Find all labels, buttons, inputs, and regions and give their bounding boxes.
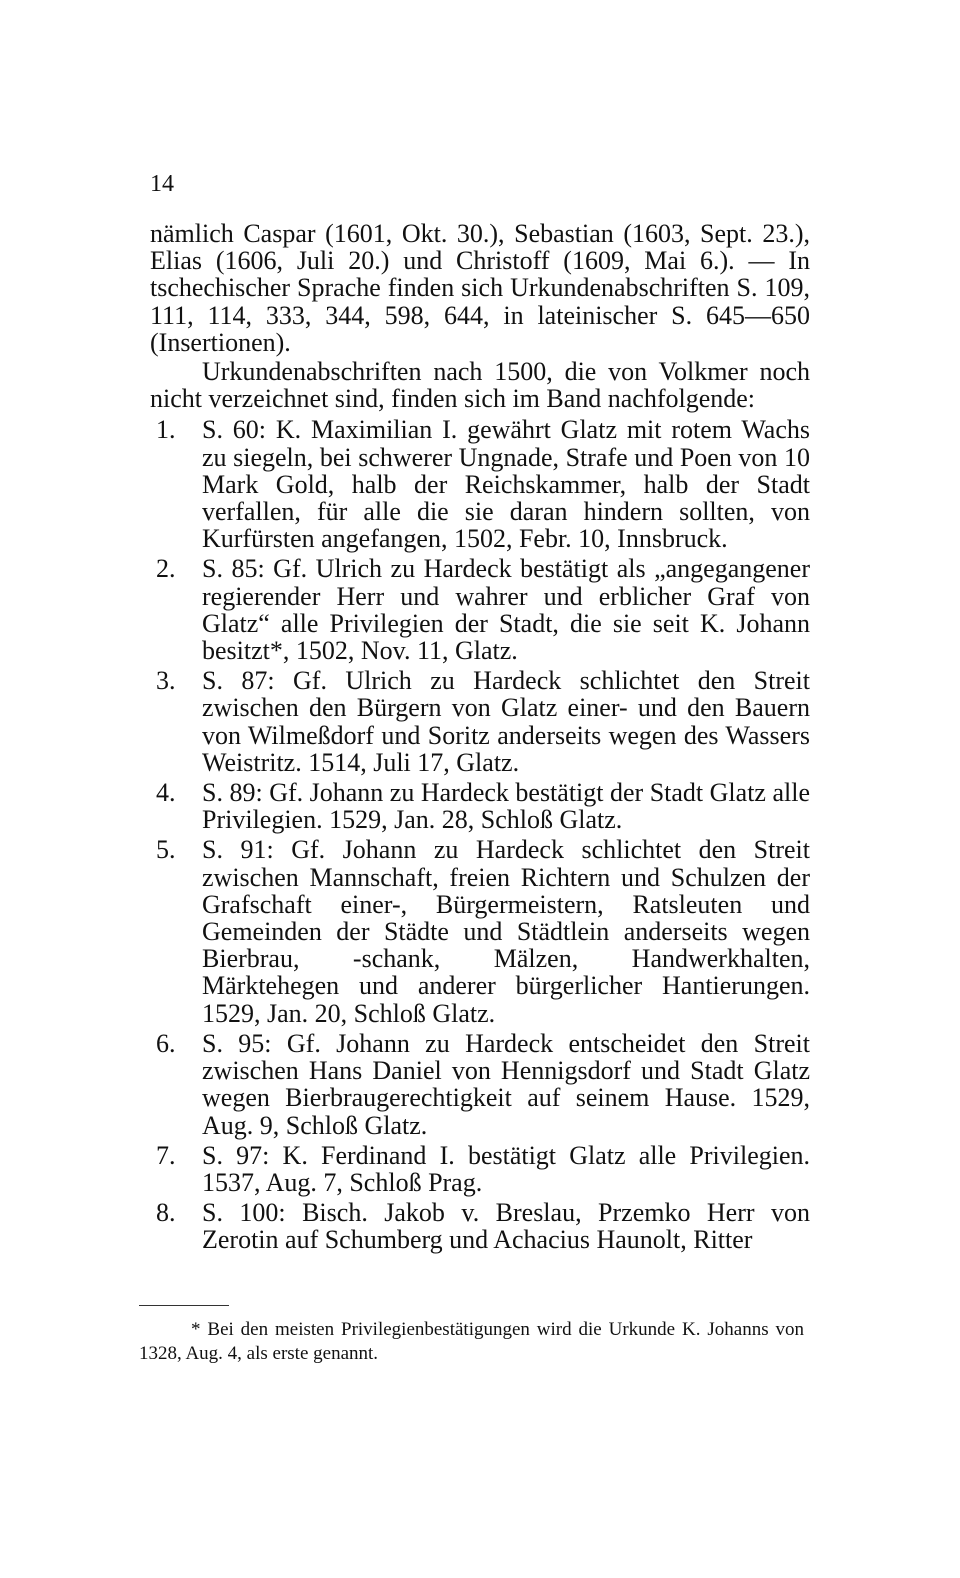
list-item-number: 8. bbox=[156, 1198, 176, 1228]
list-item-text: S. 60: K. Maximilian I. gewährt Glatz mit rotem Wachs zu siegeln, bei schwerer Ungnade, Strafe und Poen von 10 Mark Gold, halb der Reichskammer, halb der Stadt verfallen, für alle die sie daran hindern sollten, von Kurfürsten angefangen, 1502, Febr. 10, Innsbruck. bbox=[202, 415, 810, 554]
list-item bbox=[150, 667, 810, 776]
list-item-text: S. 100: Bisch. Jakob v. Breslau, Przemko Herr von Zerotin auf Schumberg und Achacius Haunolt, Ritter bbox=[202, 1198, 810, 1255]
list-item-number: 4. bbox=[156, 778, 176, 808]
list-item bbox=[150, 1199, 810, 1253]
footnote-divider bbox=[139, 1305, 229, 1306]
list-item-text: S. 89: Gf. Johann zu Hardeck bestätigt der Stadt Glatz alle Privilegien. 1529, Jan. 28, Schloß Glatz. bbox=[202, 778, 810, 835]
list-item bbox=[150, 416, 810, 552]
list-item bbox=[150, 1142, 810, 1196]
paragraph: Urkundenabschriften nach 1500, die von Volkmer noch nicht verzeichnet sind, finden sich im Band nachfolgende: bbox=[150, 357, 810, 414]
main-text bbox=[150, 220, 810, 1257]
list-item-text: S. 95: Gf. Johann zu Hardeck entscheidet den Streit zwischen Hans Daniel von Hennigsdorf und Stadt Glatz wegen Bierbraugerechtigkeit auf seinem Hause. 1529, Aug. 9, Schloß Glatz. bbox=[202, 1028, 810, 1140]
list-item-number: 3. bbox=[156, 666, 176, 696]
list-item bbox=[150, 836, 810, 1026]
list-item-number: 1. bbox=[156, 415, 176, 445]
list-item-text: S. 87: Gf. Ulrich zu Hardeck schlichtet den Streit zwischen den Bürgern von Glatz einer- und den Bauern von Wilmeßdorf und Soritz anderseits wegen des Wassers Weistritz. 1514, Juli 17, Glatz. bbox=[202, 666, 810, 777]
list-item-number: 6. bbox=[156, 1028, 176, 1058]
document-list bbox=[150, 416, 810, 1253]
list-item-number: 7. bbox=[156, 1140, 176, 1170]
paragraph: nämlich Caspar (1601, Okt. 30.), Sebastian (1603, Sept. 23.), Elias (1606, Juli 20.) und Christoff (1609, Mai 6.). — In tschechischer Sprache finden sich Urkundenabschriften S. 109, 111, 114, 333, 344, 598, 644, in lateinischer S. 645—650 (Insertionen). bbox=[150, 219, 810, 357]
list-item bbox=[150, 1030, 810, 1139]
footnote: * Bei den meisten Privilegienbestätigungen wird die Urkunde K. Johanns von 1328, Aug. 4, als erste genannt. bbox=[139, 1319, 804, 1364]
list-item-text: S. 97: K. Ferdinand I. bestätigt Glatz alle Privilegien. 1537, Aug. 7, Schloß Prag. bbox=[202, 1140, 810, 1197]
list-item-text: S. 85: Gf. Ulrich zu Hardeck bestätigt als „angegangener regierender Herr und wahrer und erblicher Graf von Glatz“ alle Privilegien der Stadt, die sie seit K. Johann besitzt*, 1502, Nov. 11, Glatz. bbox=[202, 554, 810, 666]
list-item-number: 5. bbox=[156, 835, 176, 865]
list-item-text: S. 91: Gf. Johann zu Hardeck schlichtet den Streit zwischen Mannschaft, freien Richtern und Schulzen der Grafschaft einer-, Bürgermeistern, Ratsleuten und Gemeinden der Städte und Städtlein anderseits wegen Bierbrau, -schank, Mälzen, Handwerkhalten, Märktehegen und anderer bürgerlicher Hantierungen. 1529, Jan. 20, Schloß Glatz. bbox=[202, 835, 810, 1028]
list-item-number: 2. bbox=[156, 554, 176, 584]
list-item bbox=[150, 779, 810, 833]
list-item bbox=[150, 555, 810, 664]
page-number: 14 bbox=[150, 171, 174, 197]
